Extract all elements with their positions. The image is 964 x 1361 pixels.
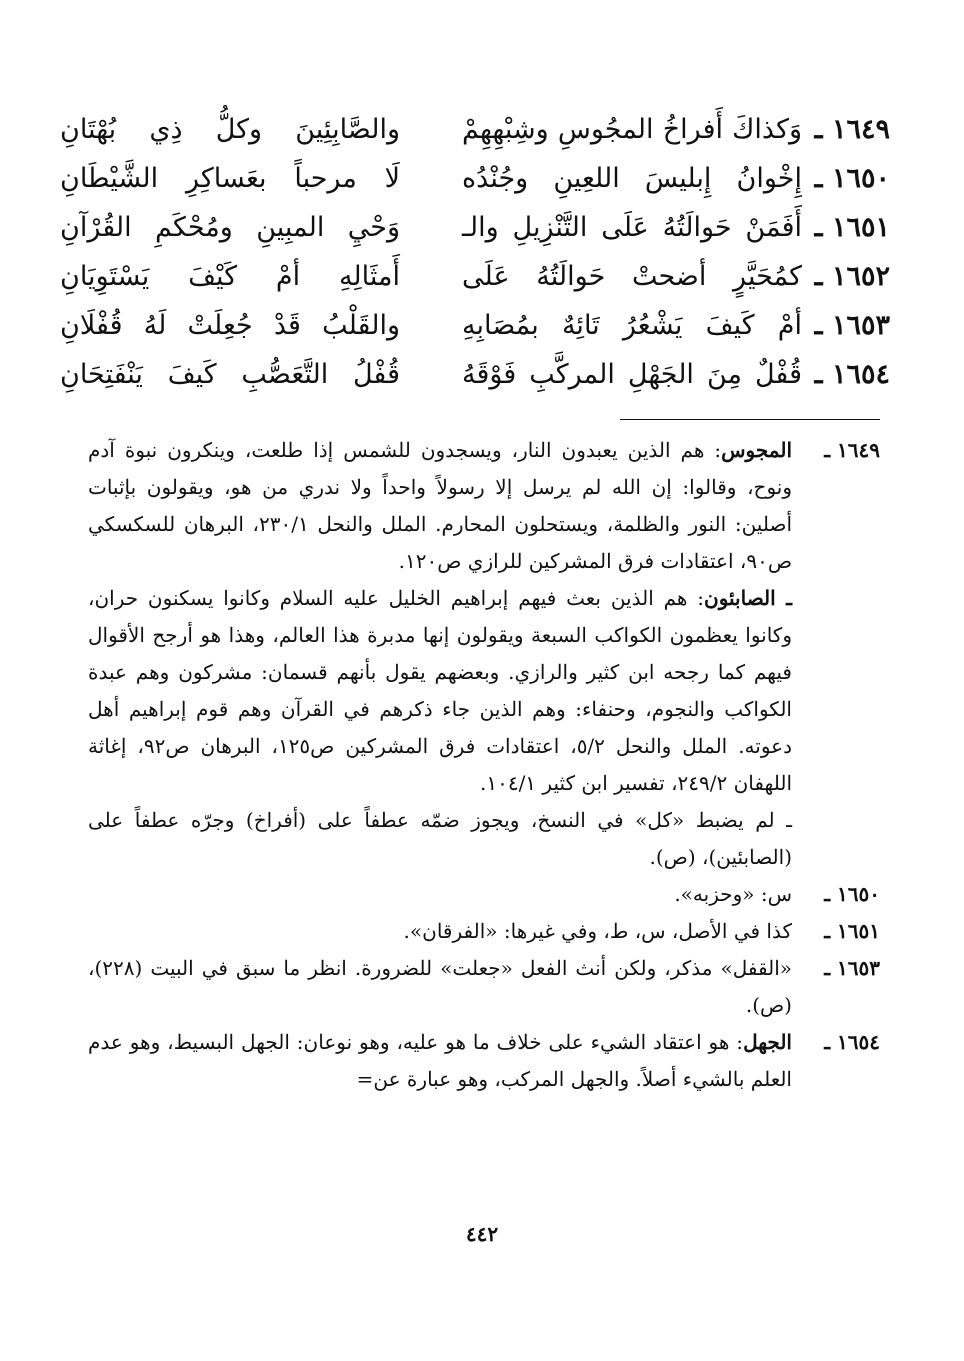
- verse-first-hemistich: قُفْلٌ مِنَ الجَهْلِ المركَّبِ فَوْقَهُ: [462, 359, 802, 390]
- footnote-term: المجوس: [721, 438, 792, 462]
- verse-number: ١٦٥٤ ـ: [814, 359, 890, 390]
- footnote-text: : هم الذين بعث فيهم إبراهيم الخليل عليه السلام وكانوا يسكنون حران، وكانوا يعظمون الكواكب السبعة ويقولون إنها مدبرة هذا العالم، وهذا هو أرجح الأقوال فيهم كما رجحه ابن كثير والرازي. وبعضهم يقول بأنهم قسمان: مشركون وهم عبدة الكواكب والنجوم، وحنفاء: وهم الذين جاء ذكرهم في القرآن وهم قوم إبراهيم أهل دعوته. الملل والنحل ٥/٢، اعتقادات فرق المشركين ص١٢٥، البرهان ص٩٢، إغاثة اللهفان ٢٤٩/٢، تفسير ابن كثير ١٠٤/١.: [88, 586, 793, 795]
- verse-first-hemistich: إِخْوانُ إِبليسَ اللعِينِ وجُنْدُه: [462, 163, 802, 194]
- footnote-paragraph: [88, 802, 792, 876]
- footnote-number: ١٦٤٩ ـ: [824, 438, 880, 462]
- footnote-paragraph: [88, 913, 792, 950]
- verse-first-hemistich: أمْ كَيفَ يَشْعُرُ تَائِهٌ بمُصَابِهِ: [462, 310, 802, 341]
- verse-first-hemistich: أَفَمَنْ حَوالَتُهُ عَلَى التَّنْزِيلِ والـ: [462, 212, 802, 243]
- footnote: [88, 876, 880, 913]
- footnote-text: ـ لم يضبط «كل» في النسخ، ويجوز ضمّه عطفاً على (أفراخ) وجرّه عطفاً على (الصابئين)، (ص).: [88, 808, 792, 869]
- verse-second-hemistich: والقَلْبُ قَدْ جُعِلَتْ لَهُ قُفْلَانِ: [60, 310, 400, 341]
- footnote-term: ـ الصابئون: [704, 586, 792, 610]
- footnote-number: ١٦٥٣ ـ: [824, 956, 880, 980]
- verse-second-hemistich: والصَّابِئِينَ وكلُّ ذِي بُهْتَانِ: [60, 114, 400, 145]
- footnote-text: «القفل» مذكر، ولكن أنث الفعل «جعلت» للضرورة. انظر ما سبق في البيت (٢٢٨)، (ص).: [88, 956, 792, 1017]
- footnote-text: س: «وحزبه».: [674, 882, 792, 906]
- verse-second-hemistich: قُفْلُ التَّعَصُّبِ كَيفَ يَنْفَتِحَانِ: [60, 359, 400, 390]
- footnote-paragraph: [88, 432, 792, 580]
- page-number: ٤٤٢: [465, 1222, 499, 1246]
- verse-line: [60, 105, 890, 154]
- verse-number: ١٦٥٠ ـ: [814, 163, 890, 194]
- verse-line: [60, 154, 890, 203]
- footnote-paragraph: [88, 1024, 792, 1098]
- verse-second-hemistich: أَمثَالِهِ أمْ كَيْفَ يَسْتَوِيَانِ: [60, 261, 400, 292]
- footnote-number: ١٦٥٠ ـ: [824, 882, 880, 906]
- verse-line: [60, 350, 890, 399]
- footnote-text: : هو اعتقاد الشيء على خلاف ما هو عليه، وهو نوعان: الجهل البسيط، وهو عدم العلم بالشيء أصلاً. والجهل المركب، وهو عبارة عن=: [88, 1030, 792, 1091]
- footnote-number: ١٦٥١ ـ: [824, 919, 880, 943]
- footnote-paragraph: [88, 876, 792, 913]
- footnote: [88, 950, 880, 1024]
- footnote-term: الجهل: [743, 1030, 792, 1054]
- verse-second-hemistich: وَحْيِ المبِينِ ومُحْكَمِ القُرْآنِ: [60, 212, 400, 243]
- verse-second-hemistich: لَا مرحباً بعَساكِرِ الشَّيْطَانِ: [60, 163, 400, 194]
- footnotes: [88, 432, 880, 1098]
- verse-block: [60, 105, 890, 399]
- verse-number: ١٦٥٢ ـ: [814, 261, 890, 292]
- verse-number: ١٦٥٣ ـ: [814, 310, 890, 341]
- footnote-text: كذا في الأصل، س، ط، وفي غيرها: «الفرقان».: [403, 919, 792, 943]
- footnote: [88, 432, 880, 876]
- verse-line: [60, 252, 890, 301]
- footnote: [88, 913, 880, 950]
- verse-first-hemistich: وَكذاكَ أَفراخُ المجُوسِ وشِبْهِهِمْ: [462, 114, 802, 145]
- verse-number: ١٦٥١ ـ: [814, 212, 890, 243]
- footnote-paragraph: [88, 580, 792, 802]
- footnote-text: : هم الذين يعبدون النار، ويسجدون للشمس إذا طلعت، وينكرون نبوة آدم ونوح، وقالوا: إن الله لم يرسل إلا رسولاً واحداً ولا ندري من هو، ويقولون بإثبات أصلين: النور والظلمة، ويستحلون المحارم. الملل والنحل ٢٣٠/١، البرهان للسكسكي ص٩٠، اعتقادات فرق المشركين للرازي ص١٢٠.: [88, 438, 792, 573]
- footnote-paragraph: [88, 950, 792, 1024]
- verse-line: [60, 301, 890, 350]
- verse-number: ١٦٤٩ ـ: [814, 114, 890, 145]
- footnote: [88, 1024, 880, 1098]
- footnote-divider: [620, 419, 880, 420]
- verse-line: [60, 203, 890, 252]
- verse-first-hemistich: كمُحَيَّرٍ أضحتْ حَوالَتُهُ عَلَى: [462, 261, 802, 292]
- footnote-number: ١٦٥٤ ـ: [824, 1030, 880, 1054]
